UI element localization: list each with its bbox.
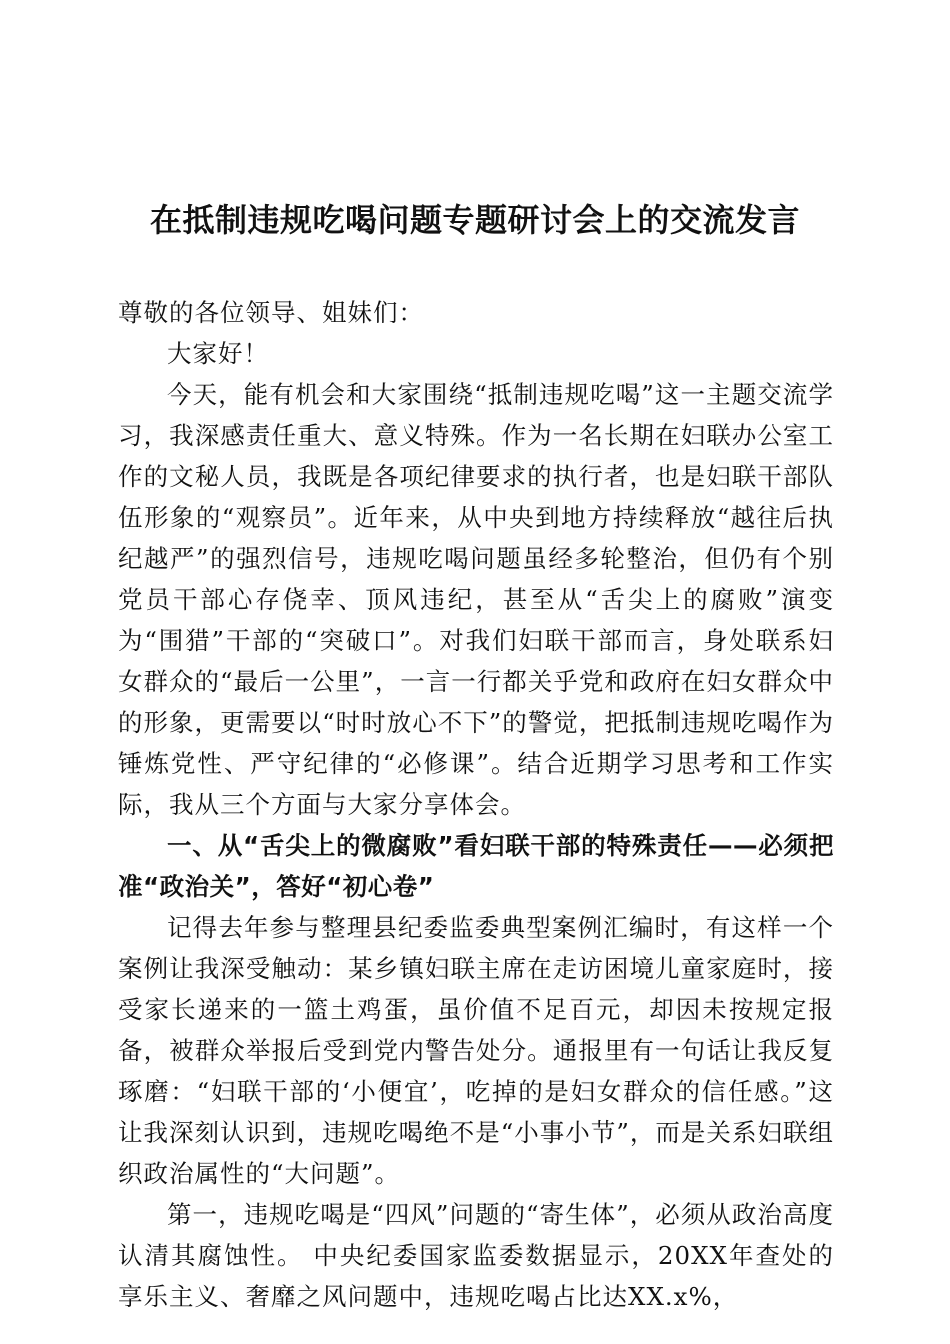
section-heading: 一、从“舌尖上的微腐败”看妇联干部的特殊责任——必须把准“政治关”，答好“初心卷” (118, 831, 834, 901)
case-paragraph: 记得去年参与整理县纪委监委典型案例汇编时，有这样一个案例让我深受触动：某乡镇妇联主席在走访困境儿童家庭时，接受家长递来的一篮土鸡蛋，虽价值不足百元，却因未按规定报备，被群众举报后受到党内警告处分。通报里有一句话让我反复琢磨：“妇联干部的‘小便宜’，吃掉的是妇女群众的信任感。”这让我深刻认识到，违规吃喝绝不是“小事小节”，而是关系妇联组织政治属性的“大问题”。 (118, 913, 834, 1188)
point-one-paragraph: 第一，违规吃喝是“四风”问题的“寄生体”，必须从政治高度认清其腐蚀性。 中央纪委国家监委数据显示，20XX年查处的享乐主义、奢靡之风问题中，违规吃喝占比达XX.x%， (118, 1200, 834, 1311)
document-body (118, 292, 834, 1317)
document-title: 在抵制违规吃喝问题专题研讨会上的交流发言 (149, 201, 800, 239)
salutation: 尊敬的各位领导、姐妹们： (118, 298, 424, 327)
greeting: 大家好！ (167, 339, 269, 368)
intro-paragraph: 今天，能有机会和大家围绕“抵制违规吃喝”这一主题交流学习，我深感责任重大、意义特殊。作为一名长期在妇联办公室工作的文秘人员，我既是各项纪律要求的执行者，也是妇联干部队伍形象的“观察员”。近年来，从中央到地方持续释放“越往后执纪越严”的强烈信号，违规吃喝问题虽经多轮整治，但仍有个别党员干部心存侥幸、顶风违纪，甚至从“舌尖上的腐败”演变为“围猎”干部的“突破口”。对我们妇联干部而言，身处联系妇女群众的“最后一公里”，一言一行都关乎党和政府在妇女群众中的形象，更需要以“时时放心不下”的警觉，把抵制违规吃喝作为锤炼党性、严守纪律的“必修课”。结合近期学习思考和工作实际，我从三个方面与大家分享体会。 (118, 380, 834, 819)
